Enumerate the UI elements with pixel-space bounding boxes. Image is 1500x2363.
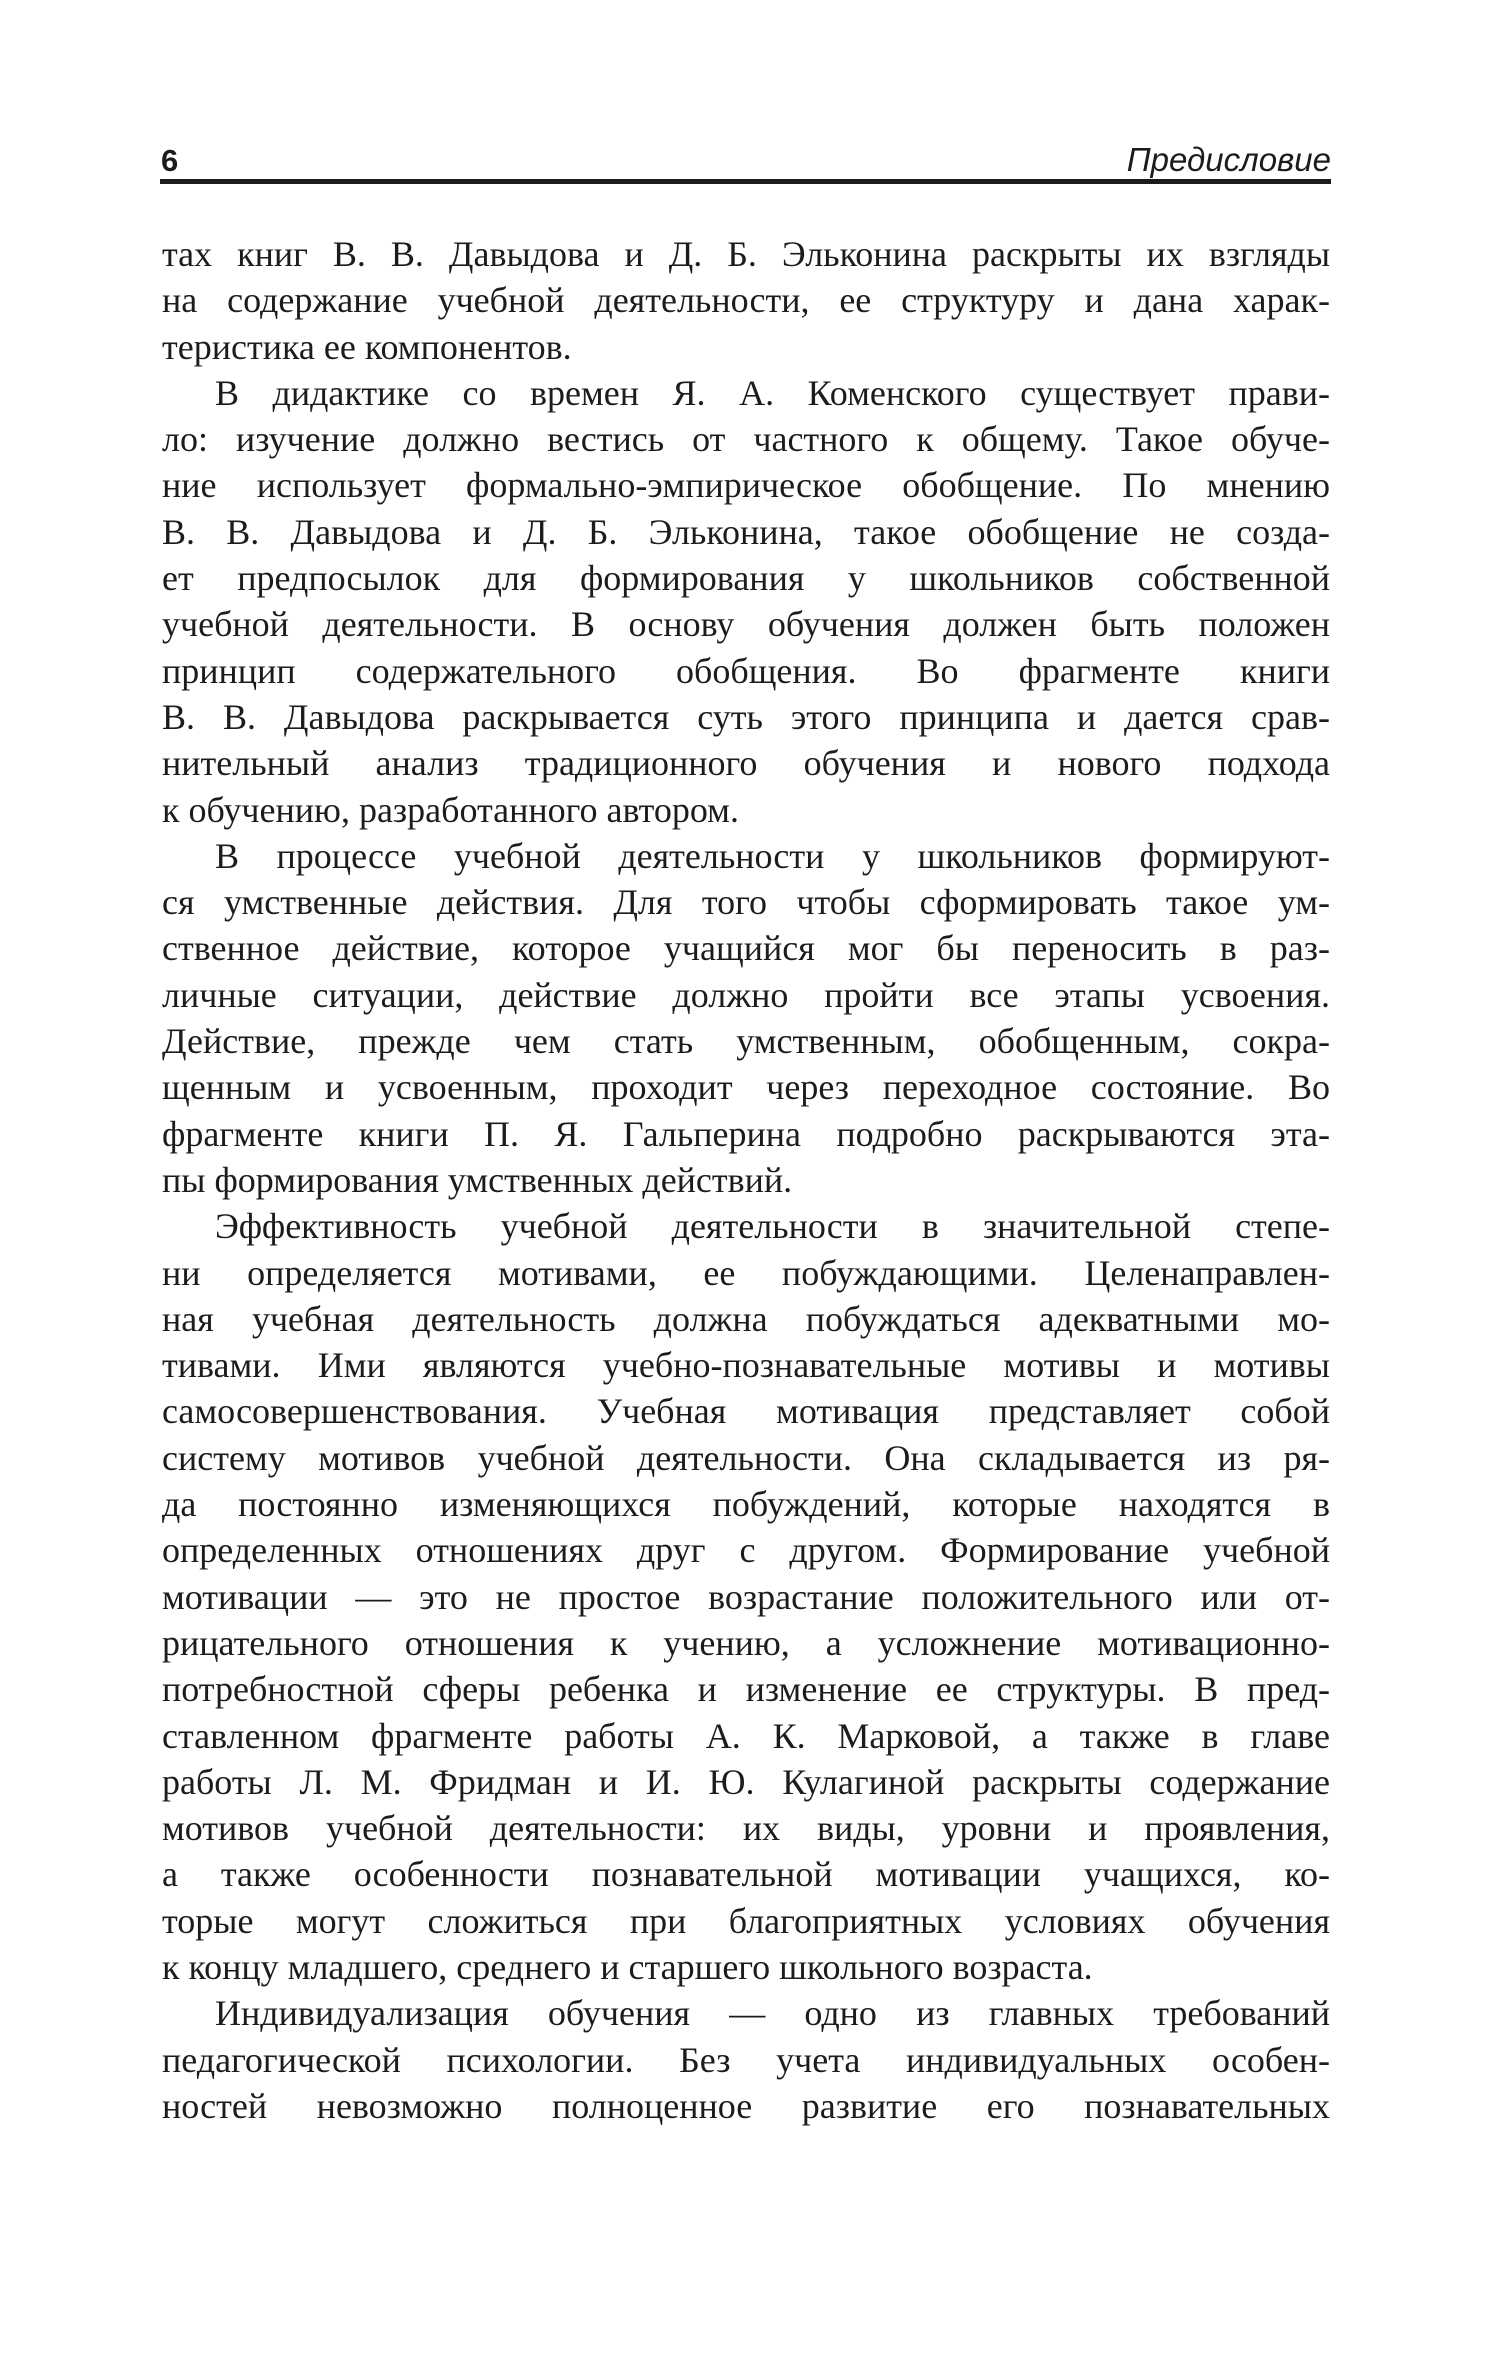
- page-header: [161, 136, 1331, 176]
- text-line: рицательного отношения к учению, а усложнение мотивационно-: [162, 1622, 1330, 1663]
- text-line: систему мотивов учебной деятельности. Она складывается из ря-: [162, 1437, 1330, 1478]
- text-line: тивами. Ими являются учебно-познавательные мотивы и мотивы: [162, 1345, 1330, 1386]
- text-line: ся умственные действия. Для того чтобы сформировать такое ум-: [162, 882, 1330, 923]
- text-line: потребностной сферы ребенка и изменение ее структуры. В пред-: [162, 1669, 1330, 1710]
- text-line: ная учебная деятельность должна побуждаться адекватными мо-: [162, 1298, 1330, 1339]
- paragraph: [162, 231, 1330, 370]
- text-line: учебной деятельности. В основу обучения должен быть положен: [162, 604, 1330, 645]
- text-line: В. В. Давыдова раскрывается суть этого принципа и дается срав-: [162, 696, 1330, 737]
- text-line: Индивидуализация обучения — одно из главных требований: [215, 1993, 1330, 2034]
- text-line: ло: изучение должно вестись от частного к общему. Такое обуче-: [162, 419, 1330, 460]
- text-line: мотивации — это не простое возрастание положительного или от-: [162, 1576, 1330, 1617]
- text-line: да постоянно изменяющихся побуждений, которые находятся в: [162, 1484, 1330, 1525]
- text-line: фрагменте книги П. Я. Гальперина подробно раскрываются эта-: [162, 1113, 1330, 1154]
- text-line: пы формирования умственных действий.: [162, 1159, 793, 1200]
- paragraph: [162, 1990, 1330, 2129]
- paragraph: [162, 1203, 1330, 1990]
- text-line: тах книг В. В. Давыдова и Д. Б. Эльконина раскрыты их взгляды: [162, 234, 1330, 274]
- text-line: личные ситуации, действие должно пройти все этапы усвоения.: [162, 974, 1330, 1015]
- text-line: торые могут сложиться при благоприятных условиях обучения: [162, 1900, 1330, 1941]
- text-line: работы Л. М. Фридман и И. Ю. Кулагиной раскрыты содержание: [162, 1761, 1330, 1802]
- text-line: Действие, прежде чем стать умственным, обобщенным, сокра-: [162, 1021, 1330, 1062]
- text-line: определенных отношениях друг с другом. Формирование учебной: [162, 1530, 1330, 1571]
- text-line: теристика ее компонентов.: [162, 326, 572, 367]
- text-line: Эффективность учебной деятельности в значительной степе-: [215, 1206, 1330, 1247]
- text-line: на содержание учебной деятельности, ее структуру и дана харак-: [162, 280, 1330, 321]
- text-line: к концу младшего, среднего и старшего школьного возраста.: [162, 1946, 1093, 1987]
- text-line: ставленном фрагменте работы А. К. Марковой, а также в главе: [162, 1715, 1330, 1756]
- text-line: педагогической психологии. Без учета индивидуальных особен-: [162, 2039, 1330, 2080]
- text-line: В дидактике со времен Я. А. Коменского существует прави-: [215, 372, 1330, 413]
- text-line: ние использует формально-эмпирическое обобщение. По мнению: [162, 465, 1330, 506]
- text-line: В процессе учебной деятельности у школьников формируют-: [215, 835, 1330, 876]
- text-line: В. В. Давыдова и Д. Б. Эльконина, такое обобщение не созда-: [162, 511, 1330, 552]
- text-line: ни определяется мотивами, ее побуждающими. Целенаправлен-: [162, 1252, 1330, 1293]
- page-number: 6: [161, 143, 180, 178]
- text-line: ет предпосылок для формирования у школьников собственной: [162, 558, 1330, 599]
- paragraph: [162, 833, 1330, 1203]
- header-rule: [160, 179, 1331, 184]
- text-line: ностей невозможно полноценное развитие его познавательных: [162, 2085, 1330, 2126]
- text-line: мотивов учебной деятельности: их виды, уровни и проявления,: [162, 1808, 1330, 1849]
- text-line: принцип содержательного обобщения. Во фрагменте книги: [162, 650, 1330, 691]
- text-line: к обучению, разработанного автором.: [162, 789, 739, 830]
- text-line: ственное действие, которое учащийся мог бы переносить в раз-: [162, 928, 1330, 969]
- paragraph: [162, 370, 1330, 833]
- text-line: а также особенности познавательной мотивации учащихся, ко-: [162, 1854, 1330, 1895]
- running-title: Предисловие: [1126, 141, 1331, 178]
- page-body: [162, 231, 1330, 2129]
- text-line: нительный анализ традиционного обучения и нового подхода: [162, 743, 1330, 784]
- text-line: самосовершенствования. Учебная мотивация представляет собой: [162, 1391, 1330, 1432]
- text-line: щенным и усвоенным, проходит через переходное состояние. Во: [162, 1067, 1330, 1108]
